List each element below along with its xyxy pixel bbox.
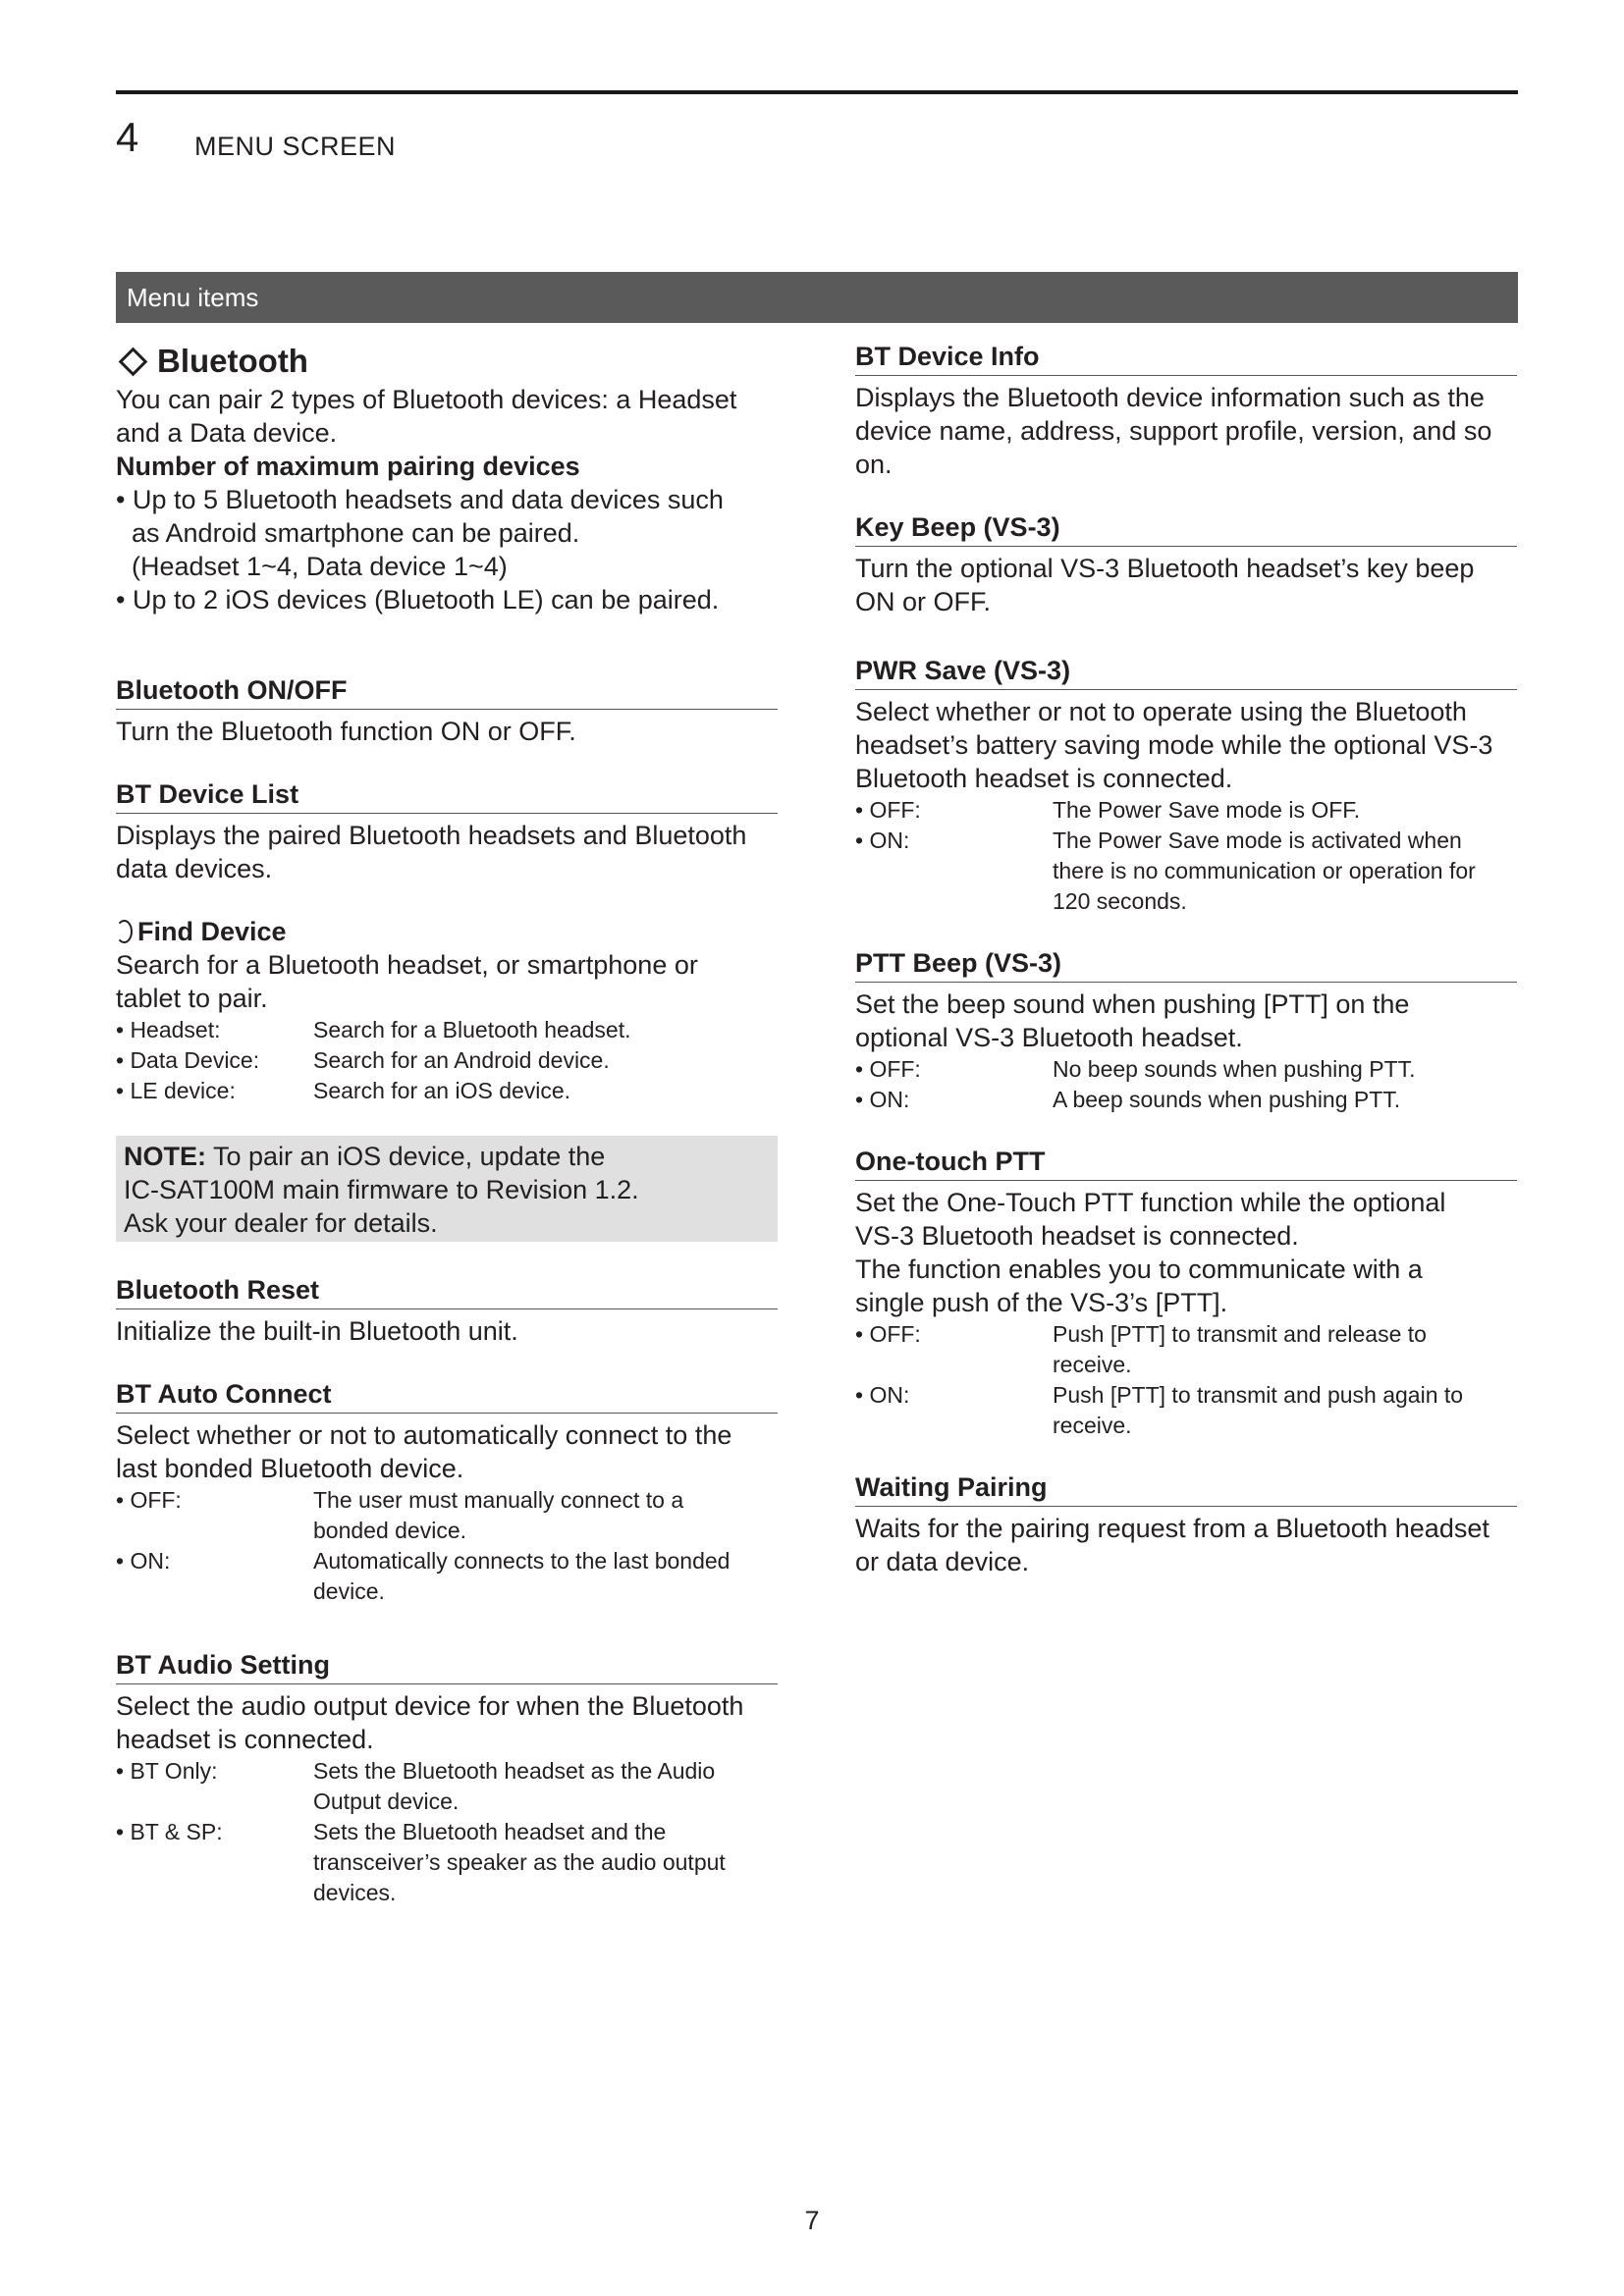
bullet-line: • Up to 2 iOS devices (Bluetooth LE) can be paired. xyxy=(116,585,720,614)
bt-auto-body: last bonded Bluetooth device. xyxy=(116,1454,464,1483)
section-band: Menu items xyxy=(116,272,1518,323)
right-column xyxy=(855,332,1517,1578)
bt-info-body: device name, address, support profile, version, and so xyxy=(855,416,1492,446)
bullet-line: as Android smartphone can be paired. xyxy=(132,518,580,548)
option-row: • OFF: The Power Save mode is OFF. xyxy=(855,797,1361,823)
one-touch-ptt-title: One-touch PTT xyxy=(855,1145,1517,1181)
pwr-save-body: headset’s battery saving mode while the optional VS-3 xyxy=(855,730,1493,760)
option-row: • ON: A beep sounds when pushing PTT. xyxy=(855,1087,1401,1112)
note-box xyxy=(116,1136,778,1242)
bluetooth-heading-text: Bluetooth xyxy=(157,343,308,379)
one-touch-body: The function enables you to communicate with a xyxy=(855,1255,1423,1284)
bt-info-body: on. xyxy=(855,450,893,479)
top-rule xyxy=(116,90,1518,94)
find-device-body: Search for a Bluetooth headset, or smartphone or xyxy=(116,950,698,980)
option-row: • BT & SP: Sets the Bluetooth headset and the transceiver’s speaker as the audio output devices. xyxy=(116,1819,726,1905)
bt-reset-title: Bluetooth Reset xyxy=(116,1273,778,1309)
waiting-body: Waits for the pairing request from a Bluetooth headset xyxy=(855,1514,1489,1543)
find-device-body: tablet to pair. xyxy=(116,984,268,1013)
bt-device-list-body: Displays the paired Bluetooth headsets and Bluetooth xyxy=(116,821,747,850)
circle-icon xyxy=(116,920,133,943)
one-touch-options xyxy=(855,1319,1517,1441)
bt-device-list-title: BT Device List xyxy=(116,777,778,814)
option-row: • Data Device: Search for an Android device. xyxy=(116,1047,610,1073)
one-touch-body: VS-3 Bluetooth headset is connected. xyxy=(855,1221,1299,1251)
chapter-title: MENU SCREEN xyxy=(194,132,397,161)
bt-device-list-body: data devices. xyxy=(116,854,273,883)
waiting-pairing-title: Waiting Pairing xyxy=(855,1470,1517,1507)
pwr-save-body: Bluetooth headset is connected. xyxy=(855,764,1233,793)
note-line: To pair an iOS device, update the xyxy=(206,1142,606,1171)
pwr-save-options xyxy=(855,795,1517,917)
ptt-beep-title: PTT Beep (VS-3) xyxy=(855,946,1517,983)
key-beep-body: ON or OFF. xyxy=(855,587,992,616)
bt-device-info-title: BT Device Info xyxy=(855,340,1517,376)
max-pairing-title: Number of maximum pairing devices xyxy=(116,452,580,481)
left-column xyxy=(116,332,778,1908)
one-touch-body: Set the One-Touch PTT function while the optional xyxy=(855,1188,1446,1217)
intro-line: You can pair 2 types of Bluetooth devices: a Headset xyxy=(116,385,737,414)
note-line: IC-SAT100M main firmware to Revision 1.2. xyxy=(124,1175,639,1204)
find-device-title: Find Device xyxy=(116,915,778,948)
page-number: 7 xyxy=(804,2206,820,2235)
option-row: • OFF: The user must manually connect to a bonded device. xyxy=(116,1487,684,1543)
pwr-save-body: Select whether or not to operate using the Bluetooth xyxy=(855,697,1467,726)
bullet-line: (Headset 1~4, Data device 1~4) xyxy=(132,552,508,581)
bt-audio-setting-title: BT Audio Setting xyxy=(116,1648,778,1684)
waiting-body: or data device. xyxy=(855,1547,1030,1576)
option-row: • ON: Automatically connects to the last bonded device. xyxy=(116,1548,731,1604)
intro-line: and a Data device. xyxy=(116,418,338,448)
chapter-number: 4 xyxy=(116,114,139,160)
bt-info-body: Displays the Bluetooth device information such as the xyxy=(855,383,1485,412)
key-beep-body: Turn the optional VS-3 Bluetooth headset’s key beep xyxy=(855,554,1475,583)
find-device-options xyxy=(116,1015,778,1106)
bluetooth-heading xyxy=(116,340,778,383)
bt-onoff-title: Bluetooth ON/OFF xyxy=(116,673,778,710)
note-line: Ask your dealer for details. xyxy=(124,1208,438,1238)
note-label: NOTE: xyxy=(124,1142,206,1171)
bt-reset-body: Initialize the built-in Bluetooth unit. xyxy=(116,1316,518,1346)
bt-audio-options xyxy=(116,1756,778,1908)
bt-auto-connect-title: BT Auto Connect xyxy=(116,1377,778,1414)
pwr-save-title: PWR Save (VS-3) xyxy=(855,654,1517,690)
diamond-icon xyxy=(119,347,148,376)
bt-audio-body: headset is connected. xyxy=(116,1725,374,1754)
ptt-beep-options xyxy=(855,1054,1517,1115)
option-row: • ON: The Power Save mode is activated when there is no communication or operation for 120 seconds. xyxy=(855,828,1476,914)
option-row: • BT Only: Sets the Bluetooth headset as the Audio Output device. xyxy=(116,1758,716,1814)
bt-onoff-body: Turn the Bluetooth function ON or OFF. xyxy=(116,717,576,746)
one-touch-body: single push of the VS-3’s [PTT]. xyxy=(855,1288,1228,1317)
option-row: • ON: Push [PTT] to transmit and push again to receive. xyxy=(855,1382,1464,1438)
bt-auto-body: Select whether or not to automatically connect to the xyxy=(116,1420,732,1450)
bt-auto-options xyxy=(116,1485,778,1607)
option-row: • OFF: No beep sounds when pushing PTT. xyxy=(855,1056,1416,1082)
bullet-line: • Up to 5 Bluetooth headsets and data devices such xyxy=(116,485,724,514)
bt-audio-body: Select the audio output device for when the Bluetooth xyxy=(116,1691,744,1721)
ptt-beep-body: Set the beep sound when pushing [PTT] on the xyxy=(855,989,1410,1019)
option-row: • OFF: Push [PTT] to transmit and release to receive. xyxy=(855,1321,1427,1377)
key-beep-title: Key Beep (VS-3) xyxy=(855,510,1517,547)
option-row: • LE device: Search for an iOS device. xyxy=(116,1078,571,1103)
ptt-beep-body: optional VS-3 Bluetooth headset. xyxy=(855,1023,1243,1052)
option-row: • Headset: Search for a Bluetooth headset. xyxy=(116,1017,631,1042)
